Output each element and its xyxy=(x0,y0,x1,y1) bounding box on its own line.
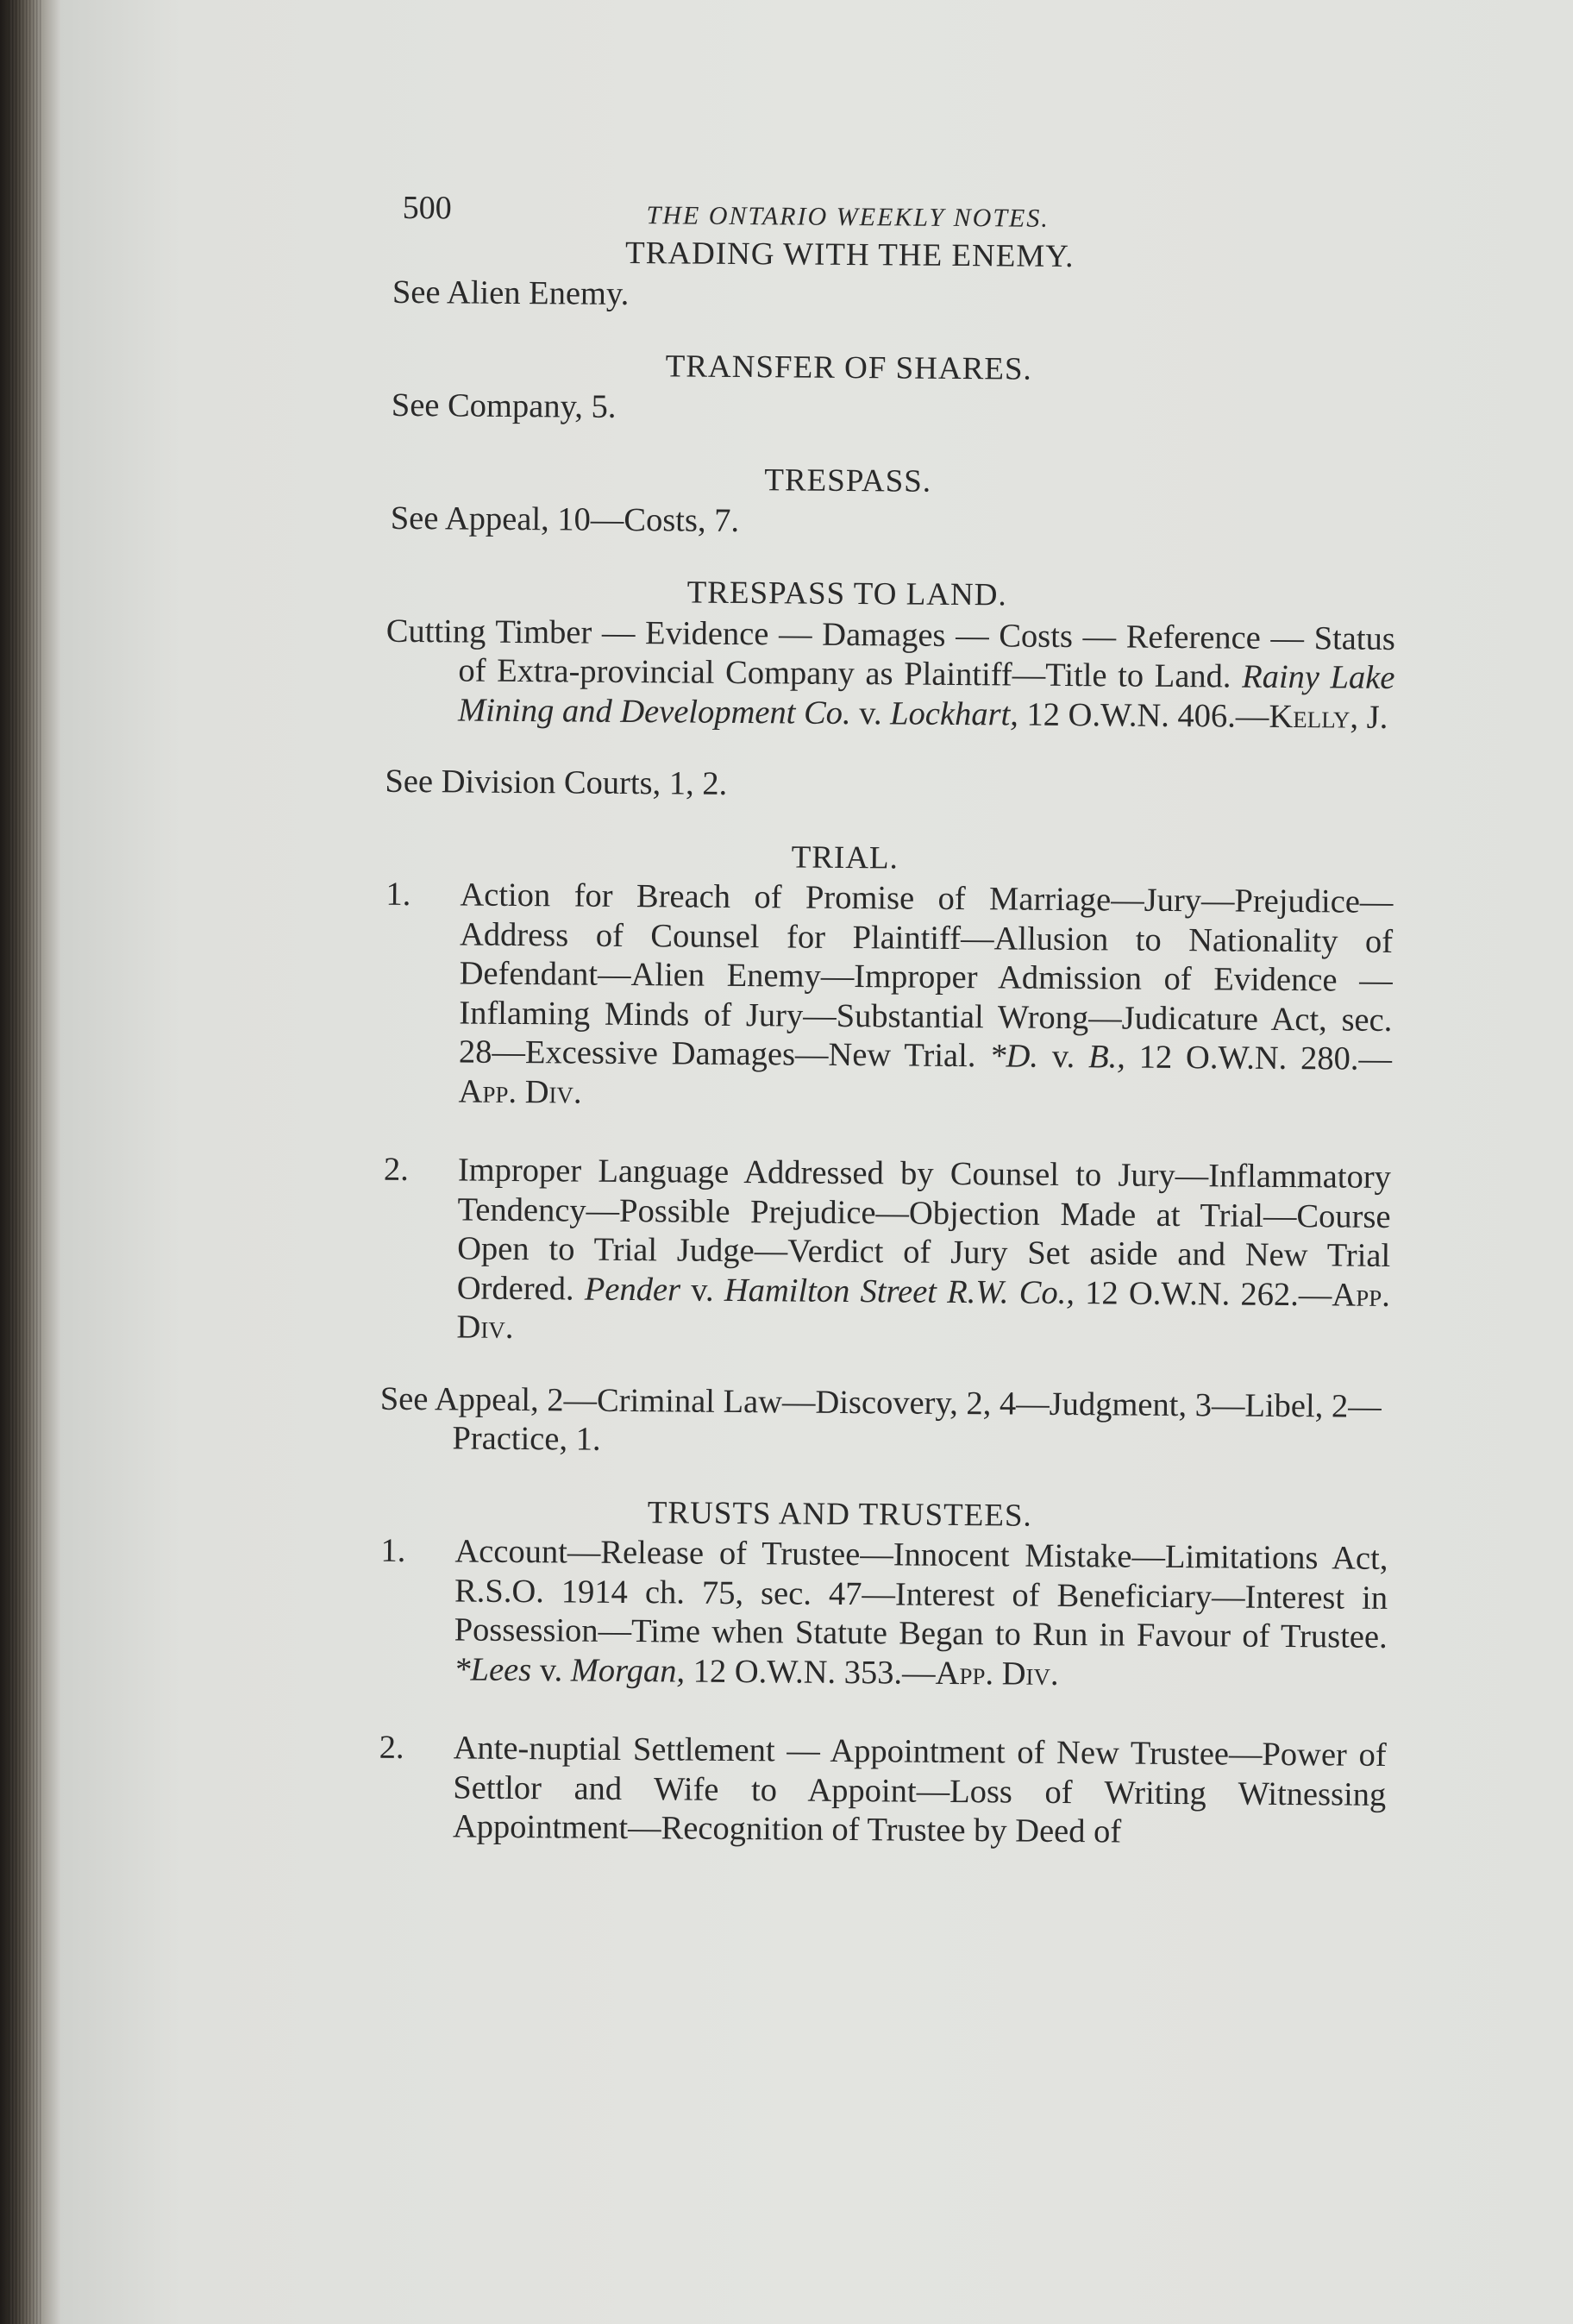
page-content xyxy=(289,173,1399,1854)
citation: 12 O.W.N. 262.— xyxy=(1085,1274,1332,1313)
court: App. Div. xyxy=(935,1655,1059,1693)
heading-trading-with-the-enemy: TRADING WITH THE ENEMY. xyxy=(624,235,1075,275)
judge-suffix: , J. xyxy=(1350,699,1388,736)
case-versus: v. xyxy=(539,1651,563,1688)
case-versus: v. xyxy=(691,1272,714,1309)
page-number: 500 xyxy=(402,189,452,227)
heading-trusts-and-trustees: TRUSTS AND TRUSTEES. xyxy=(647,1494,1032,1534)
entry-text: Ante-nuptial Settlement — Appointment of New Trustee—Power of Settlor and Wife to Appoint—Loss of Writing Witnessing Appointment—Recognition of Trustee by Deed of xyxy=(452,1730,1387,1850)
judge: Kelly xyxy=(1269,698,1351,736)
page-edges xyxy=(9,0,43,2324)
heading-trial: TRIAL. xyxy=(791,839,899,876)
case-name: *D. xyxy=(989,1038,1039,1075)
see-reference: See Alien Enemy. xyxy=(392,273,630,312)
entry-text: Improper Language Addressed by Counsel to Jury—Inflammatory Tendency—Possible Prejudice—Objection Made at Trial—Course Open to Trial Judge—Verdict of Jury Set aside and New Trial Ordered. xyxy=(456,1152,1392,1308)
case-name-2: B., xyxy=(1087,1039,1125,1076)
index-entry xyxy=(298,611,1395,737)
case-name: Rainy Lake Mining and Development Co. xyxy=(457,658,1395,732)
court: App. Div. xyxy=(458,1072,582,1111)
running-head xyxy=(302,173,1399,233)
heading-transfer-of-shares: TRANSFER OF SHARES. xyxy=(665,349,1032,387)
index-entry xyxy=(290,1531,1388,1697)
heading-trespass: TRESPASS. xyxy=(764,462,932,499)
case-versus: v. xyxy=(1051,1038,1075,1076)
index-entry xyxy=(294,875,1393,1119)
citation: 12 O.W.N. 406.— xyxy=(1026,696,1269,735)
book-page xyxy=(60,0,1573,2324)
case-name-2: Lockhart, xyxy=(890,694,1019,733)
citation: 12 O.W.N. 353.— xyxy=(692,1653,936,1692)
see-reference: See Appeal, 10—Costs, 7. xyxy=(390,499,740,539)
index-entry xyxy=(292,1150,1391,1354)
entry-number: 1. xyxy=(380,1532,406,1569)
entry-number: 1. xyxy=(385,876,411,914)
journal-title: THE ONTARIO WEEKLY NOTES. xyxy=(646,201,1050,233)
entry-text: Cutting Timber — Evidence — Damages — Costs — Reference — Status of Extra-provincial Company as Plaintiff—Title to Land. xyxy=(385,612,1395,695)
case-name: *Lees xyxy=(454,1650,532,1688)
see-reference: See Division Courts, 1, 2. xyxy=(385,763,728,802)
case-name-2: Morgan, xyxy=(570,1652,686,1690)
entry-text: Action for Breach of Promise of Marriage—Jury—Prejudice—Address of Counsel for Plaintiff—Allusion to Nationality of Defendant—Alien Enemy—Improper Admission of Evidence —Inflaming Minds of Jury—Substantial Wrong—Judicature Act, sec. 28—Excessive Damages—New Trial. xyxy=(458,876,1394,1075)
court: App. Div. xyxy=(456,1276,1390,1346)
heading-trespass-to-land: TRESPASS TO LAND. xyxy=(686,575,1007,613)
case-name-2: Hamilton Street R.W. Co., xyxy=(724,1272,1075,1311)
case-name: Pender xyxy=(584,1271,681,1308)
entry-text: Account—Release of Trustee—Innocent Mistake—Limitations Act, R.S.O. 1914 ch. 75, sec. 47—Interest of Beneficiary—Interest in Possession—Time when Statute Began to Run in Favour of Trustee. xyxy=(454,1533,1388,1655)
entry-number: 2. xyxy=(379,1729,404,1766)
see-reference: See Appeal, 2—Criminal Law—Discovery, 2, 4—Judgment, 3—Libel, 2—Practice, 1. xyxy=(379,1380,1382,1458)
citation: 12 O.W.N. 280.— xyxy=(1138,1039,1393,1077)
case-versus: v. xyxy=(859,694,882,732)
index-entry xyxy=(289,1728,1387,1854)
entry-number: 2. xyxy=(383,1151,409,1189)
see-reference: See Company, 5. xyxy=(391,386,617,425)
